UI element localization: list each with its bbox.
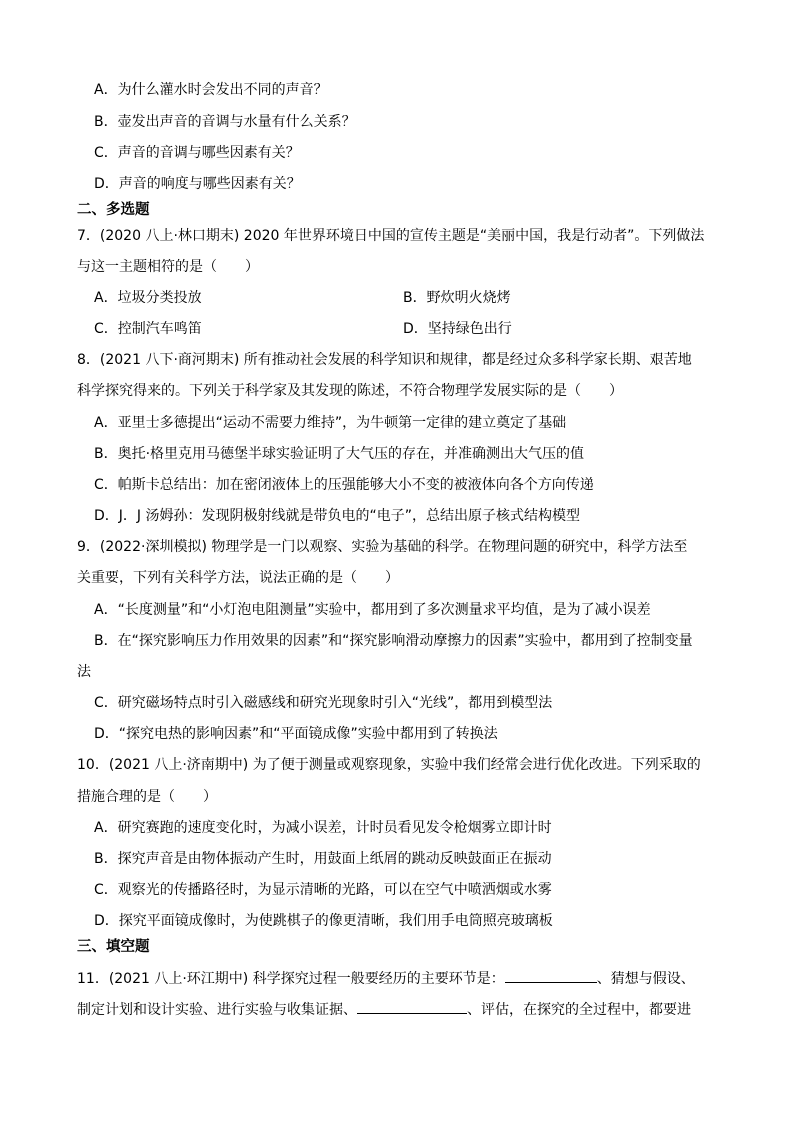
q11-stem-line2 bbox=[77, 998, 691, 1020]
q9-option-d: D．“探究电热的影响因素”和“平面镜成像”实验中都用到了转换法 bbox=[94, 726, 498, 742]
q7-stem-line2: 与这一主题相符的是（ ） bbox=[77, 259, 259, 275]
q7-option-c: C．控制汽车鸣笛 bbox=[94, 321, 202, 337]
q11-text-1b: 、猜想与假设、 bbox=[596, 971, 695, 987]
section-heading-fill-in: 三、填空题 bbox=[77, 939, 150, 955]
q6-option-b: B．壶发出声音的音调与水量有什么关系？ bbox=[94, 114, 356, 130]
q7-option-d: D．坚持绿色出行 bbox=[403, 321, 512, 337]
q9-option-b-line1: B．在“探究影响压力作用效果的因素”和“探究影响滑动摩擦力的因素”实验中，都用到了控制变量 bbox=[94, 633, 693, 649]
q9-stem-line2: 关重要，下列有关科学方法，说法正确的是（ ） bbox=[77, 570, 399, 586]
q8-option-a: A．亚里士多德提出“运动不需要力维持”，为牛顿第一定律的建立奠定了基础 bbox=[94, 415, 567, 431]
q10-option-d: D．探究平面镜成像时，为使跳棋子的像更清晰，我们用手电筒照亮玻璃板 bbox=[94, 913, 553, 929]
q6-option-a: A．为什么灌水时会发出不同的声音？ bbox=[94, 82, 328, 98]
q10-option-b: B．探究声音是由物体振动产生时，用鼓面上纸屑的跳动反映鼓面正在振动 bbox=[94, 851, 552, 867]
section-heading-multiple-choice: 二、多选题 bbox=[77, 202, 150, 218]
q9-option-c: C．研究磁场特点时引入磁感线和研究光现象时引入“光线”，都用到模型法 bbox=[94, 695, 553, 711]
q8-option-b: B．奥托·格里克用马德堡半球实验证明了大气压的存在，并准确测出大气压的值 bbox=[94, 446, 585, 462]
q11-text-2b: 、评估，在探究的全过程中，都要进 bbox=[467, 1002, 691, 1018]
q11-blank-1[interactable] bbox=[505, 967, 597, 983]
q11-text-1a: 11．(2021 八上·环江期中) 科学探究过程一般要经历的主要环节是： bbox=[77, 971, 505, 987]
q8-stem-line2: 科学探究得来的。下列关于科学家及其发现的陈述，不符合物理学发展实际的是（ ） bbox=[77, 383, 623, 399]
q6-option-c: C．声音的音调与哪些因素有关？ bbox=[94, 145, 300, 161]
q8-option-c: C．帕斯卡总结出：加在密闭液体上的压强能够大小不变的被液体向各个方向传递 bbox=[94, 477, 594, 493]
q8-stem-line1: 8．(2021 八下·商河期末) 所有推动社会发展的科学知识和规律，都是经过众多科学家长期、艰苦地 bbox=[77, 352, 692, 368]
q10-stem-line2: 措施合理的是（ ） bbox=[77, 789, 217, 805]
q10-stem-line1: 10．(2021 八上·济南期中) 为了便于测量或观察现象，实验中我们经常会进行优化改进。下列采取的 bbox=[77, 757, 701, 773]
q9-option-a: A．“长度测量”和“小灯泡电阻测量”实验中，都用到了多次测量求平均值，是为了减小误差 bbox=[94, 602, 651, 618]
q7-stem-line1: 7．(2020 八上·林口期末) 2020 年世界环境日中国的宣传主题是“美丽中国，我是行动者”。下列做法 bbox=[77, 228, 705, 244]
q8-option-d: D．J．J 汤姆孙：发现阴极射线就是带负电的“电子”，总结出原子核式结构模型 bbox=[94, 508, 580, 524]
q9-option-b-line2: 法 bbox=[77, 664, 91, 680]
q10-option-a: A．研究赛跑的速度变化时，为减小误差，计时员看见发令枪烟雾立即计时 bbox=[94, 820, 552, 836]
q7-option-b: B．野炊明火烧烤 bbox=[403, 290, 511, 306]
q7-option-a: A．垃圾分类投放 bbox=[94, 290, 202, 306]
q11-text-2a: 制定计划和设计实验、进行实验与收集证据、 bbox=[77, 1002, 357, 1018]
q11-stem-line1 bbox=[77, 967, 695, 989]
q10-option-c: C．观察光的传播路径时，为显示清晰的光路，可以在空气中喷洒烟或水雾 bbox=[94, 882, 552, 898]
q11-blank-2[interactable] bbox=[357, 998, 467, 1014]
q6-option-d: D．声音的响度与哪些因素有关？ bbox=[94, 176, 301, 192]
q9-stem-line1: 9．(2022·深圳模拟) 物理学是一门以观察、实验为基础的科学。在物理问题的研究中，科学方法至 bbox=[77, 539, 688, 555]
